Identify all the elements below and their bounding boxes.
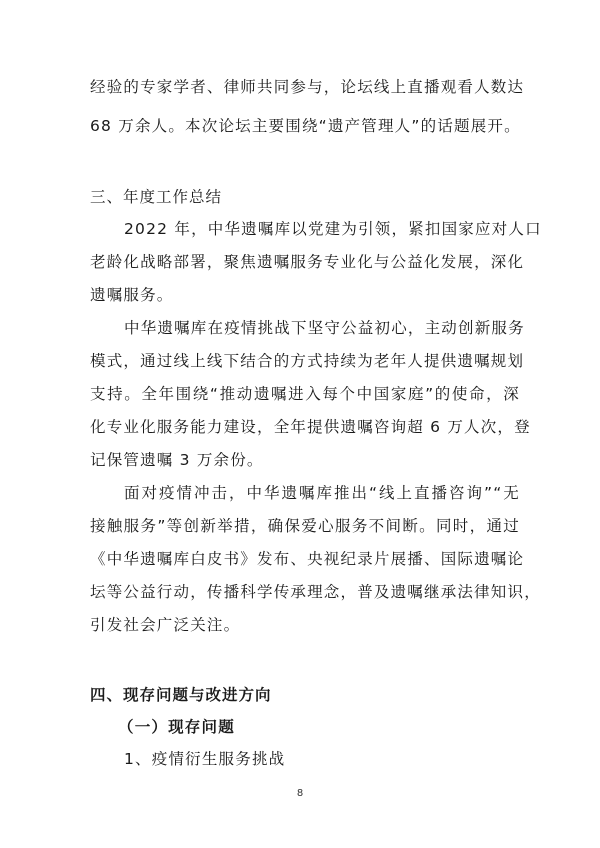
paragraph-line: 遗嘱服务。 (90, 286, 174, 304)
paragraph-line: 经验的专家学者、律师共同参与，论坛线上直播观看人数达 (90, 78, 525, 96)
paragraph-line: 面对疫情冲击，中华遗嘱库推出“线上直播咨询”“无 (124, 484, 520, 502)
paragraph-line: 68 万余人。本次论坛主要围绕“遗产管理人”的话题展开。 (90, 117, 521, 135)
paragraph-line: 老龄化战略部署，聚焦遗嘱服务专业化与公益化发展，深化 (90, 253, 525, 271)
paragraph-line: 支持。全年围绕“推动遗嘱进入每个中国家庭”的使命，深 (90, 385, 520, 403)
page-number: 8 (296, 788, 304, 799)
paragraph-line: 中华遗嘱库在疫情挑战下坚守公益初心，主动创新服务 (124, 319, 525, 337)
paragraph-line: 接触服务”等创新举措，确保爱心服务不间断。同时，通过 (90, 517, 520, 535)
paragraph-line: 模式，通过线上线下结合的方式持续为老年人提供遗嘱规划 (90, 352, 525, 370)
section-heading: 四、现存问题与改进方向 (90, 686, 272, 704)
paragraph-line: 引发社会广泛关注。 (90, 616, 241, 634)
paragraph-line: 《中华遗嘱库白皮书》发布、央视纪录片展播、国际遗嘱论 (90, 550, 525, 568)
paragraph-line: 化专业化服务能力建设，全年提供遗嘱咨询超 6 万人次，登 (90, 418, 531, 436)
paragraph-line: 2022 年，中华遗嘱库以党建为引领，紧扣国家应对人口 (124, 220, 542, 238)
paragraph-line: 记保管遗嘱 3 万余份。 (90, 451, 264, 469)
paragraph-line: 坛等公益行动，传播科学传承理念，普及遗嘱继承法律知识， (90, 583, 541, 601)
subsection-heading: （一）现存问题 (118, 718, 235, 736)
list-item: 1、疫情衍生服务挑战 (124, 750, 286, 768)
section-heading: 三、年度工作总结 (90, 188, 223, 206)
